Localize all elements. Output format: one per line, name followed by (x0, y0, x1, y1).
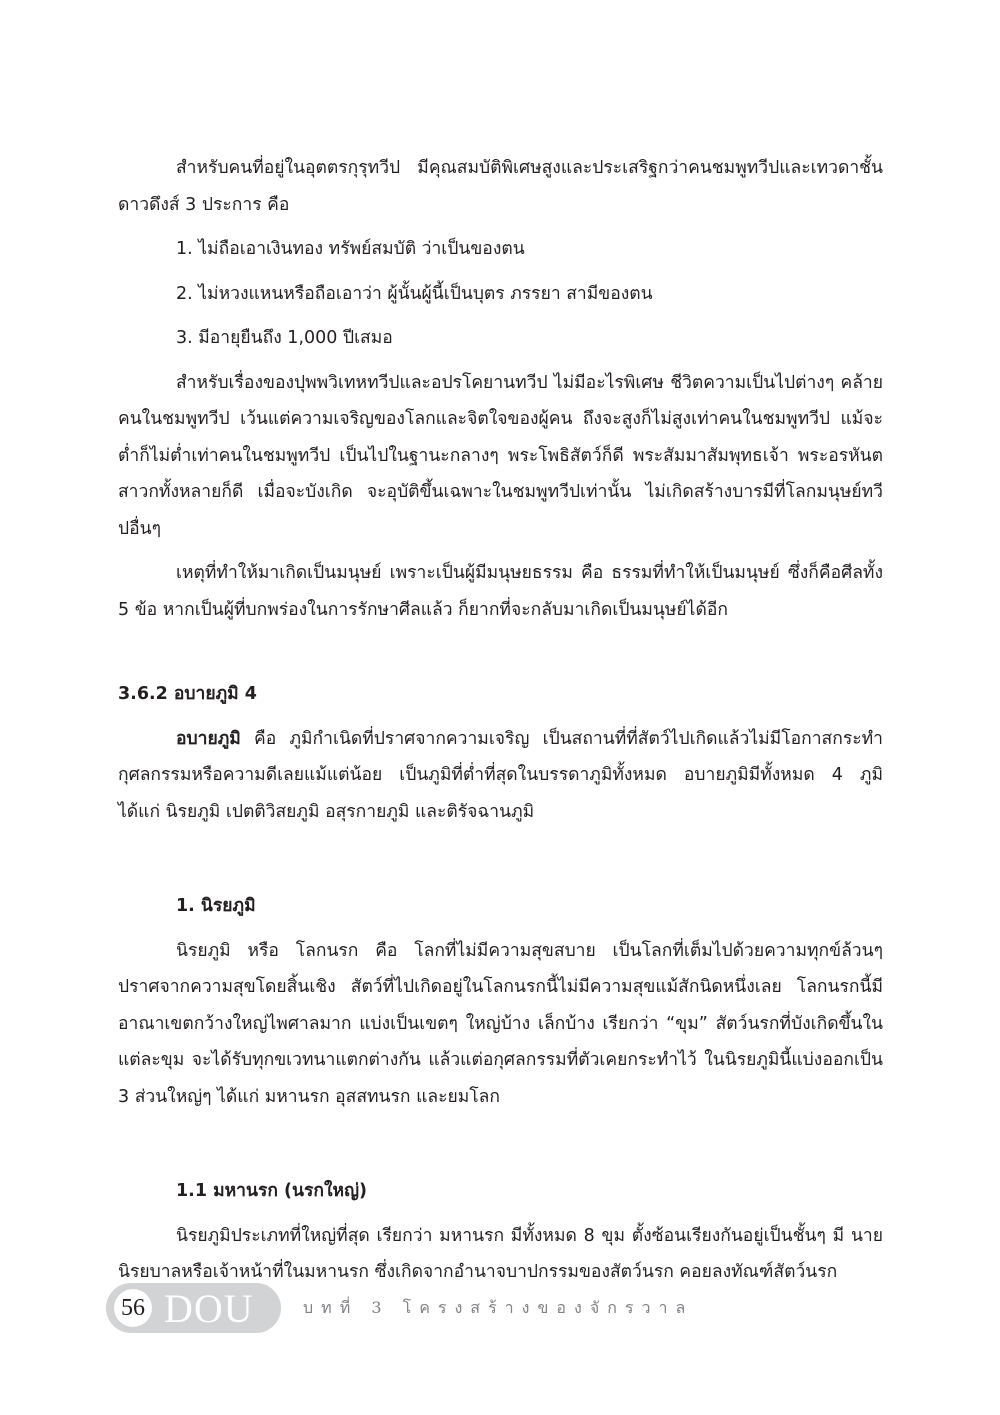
dou-logo: DOU (164, 1286, 254, 1331)
dou-badge (106, 1283, 281, 1333)
page-content (118, 150, 883, 1291)
paragraph-mahanaraka: นิรยภูมิประเภทที่ใหญ่ที่สุด เรียกว่า มหานรก มีทั้งหมด 8 ขุม ตั้งซ้อนเรียงกันอยู่เป็นชั้นๆ มี นายนิรยบาลหรือเจ้าหน้าที่ในมหานรก ซึ่งเกิดจากอำนาจบาปกรรมของสัตว์นรก คอยลงทัณฑ์สัตว์นรก (118, 1225, 883, 1282)
subheading-mahanaraka: 1.1 มหานรก (นรกใหญ่) (176, 1181, 367, 1201)
paragraph-other-continents: สำหรับเรื่องของปุพพวิเทหทวีปและอปรโคยานทวีป ไม่มีอะไรพิเศษ ชีวิตความเป็นไปต่างๆ คล้ายคนในชมพูทวีป เว้นแต่ความเจริญของโลกและจิตใจของผู้คน ถึงจะสูงก็ไม่สูงเท่าคนในชมพูทวีป แม้จะต่ำก็ไม่ต่ำเท่าคนในชมพูทวีป เป็นไปในฐานะกลางๆ พระโพธิสัตว์ก็ดี พระสัมมาสัมพุทธเจ้า พระอรหันตสาวกทั้งหลายก็ดี เมื่อจะบังเกิด จะอุบัติขึ้นเฉพาะในชมพูทวีปเท่านั้น ไม่เกิดสร้างบารมีที่โลกมนุษย์ทวีปอื่นๆ (118, 372, 883, 539)
chapter-title: บทที่ 3 โครงสร้างของจักรวาล (303, 1297, 694, 1317)
list-item-2: 2. ไม่หวงแหนหรือถือเอาว่า ผู้นั้นผู้นี้เป็นบุตร ภรรยา สามีของตน (176, 283, 653, 304)
paragraph-uttarakuru: สำหรับคนที่อยู่ในอุตตรกุรุทวีป มีคุณสมบัติพิเศษสูงและประเสริฐกว่าคนชมพูทวีปและเทวดาชั้นดาวดึงส์ 3 ประการ คือ (118, 158, 883, 215)
term-apaya: อบายภูมิ (176, 728, 241, 749)
page-footer (106, 1283, 693, 1333)
subheading-niraya: 1. นิรยภูมิ (176, 896, 256, 916)
paragraph-human-birth: เหตุที่ทำให้มาเกิดเป็นมนุษย์ เพราะเป็นผู้มีมนุษยธรรม คือ ธรรมที่ทำให้เป็นมนุษย์ ซึ่งก็คือศีลทั้ง 5 ข้อ หากเป็นผู้ที่บกพร่องในการรักษาศีลแล้ว ก็ยากที่จะกลับมาเกิดเป็นมนุษย์ได้อีก (118, 563, 883, 620)
list-item-1: 1. ไม่ถือเอาเงินทอง ทรัพย์สมบัติ ว่าเป็นของตน (176, 239, 525, 259)
list-item-3: 3. มีอายุยืนถึง 1,000 ปีเสมอ (176, 328, 393, 348)
apaya-definition-text: คือ ภูมิกำเนิดที่ปราศจากความเจริญ เป็นสถานที่ที่สัตว์ไปเกิดแล้วไม่มีโอกาสกระทำกุศลกรรมหรือความดีเลยแม้แต่น้อย เป็นภูมิที่ต่ำที่สุดในบรรดาภูมิทั้งหมด อบายภูมิมีทั้งหมด 4 ภูมิ ได้แก่ นิรยภูมิ เปตติวิสยภูมิ อสุรกายภูมิ และติรัจฉานภูมิ (118, 728, 883, 822)
paragraph-niraya: นิรยภูมิ หรือ โลกนรก คือ โลกที่ไม่มีความสุขสบาย เป็นโลกที่เต็มไปด้วยความทุกข์ล้วนๆ ปราศจากความสุขโดยสิ้นเชิง สัตว์ที่ไปเกิดอยู่ในโลกนรกนี้ไม่มีความสุขแม้สักนิดหนึ่งเลย โลกนรกนี้มีอาณาเขตกว้างใหญ่ไพศาลมาก แบ่งเป็นเขตๆ ใหญ่บ้าง เล็กบ้าง เรียกว่า “ขุม” สัตว์นรกที่บังเกิดขึ้นในแต่ละขุม จะได้รับทุกขเวทนาแตกต่างกัน แล้วแต่อกุศลกรรมที่ตัวเคยกระทำไว้ ในนิรยภูมินี้แบ่งออกเป็น 3 ส่วนใหญ่ๆ ได้แก่ มหานรก อุสสทนรก และยมโลก (118, 940, 883, 1107)
paragraph-apaya-definition (118, 721, 883, 831)
page-number: 56 (114, 1289, 152, 1327)
section-heading-apaya: 3.6.2 อบายภูมิ 4 (118, 684, 257, 704)
